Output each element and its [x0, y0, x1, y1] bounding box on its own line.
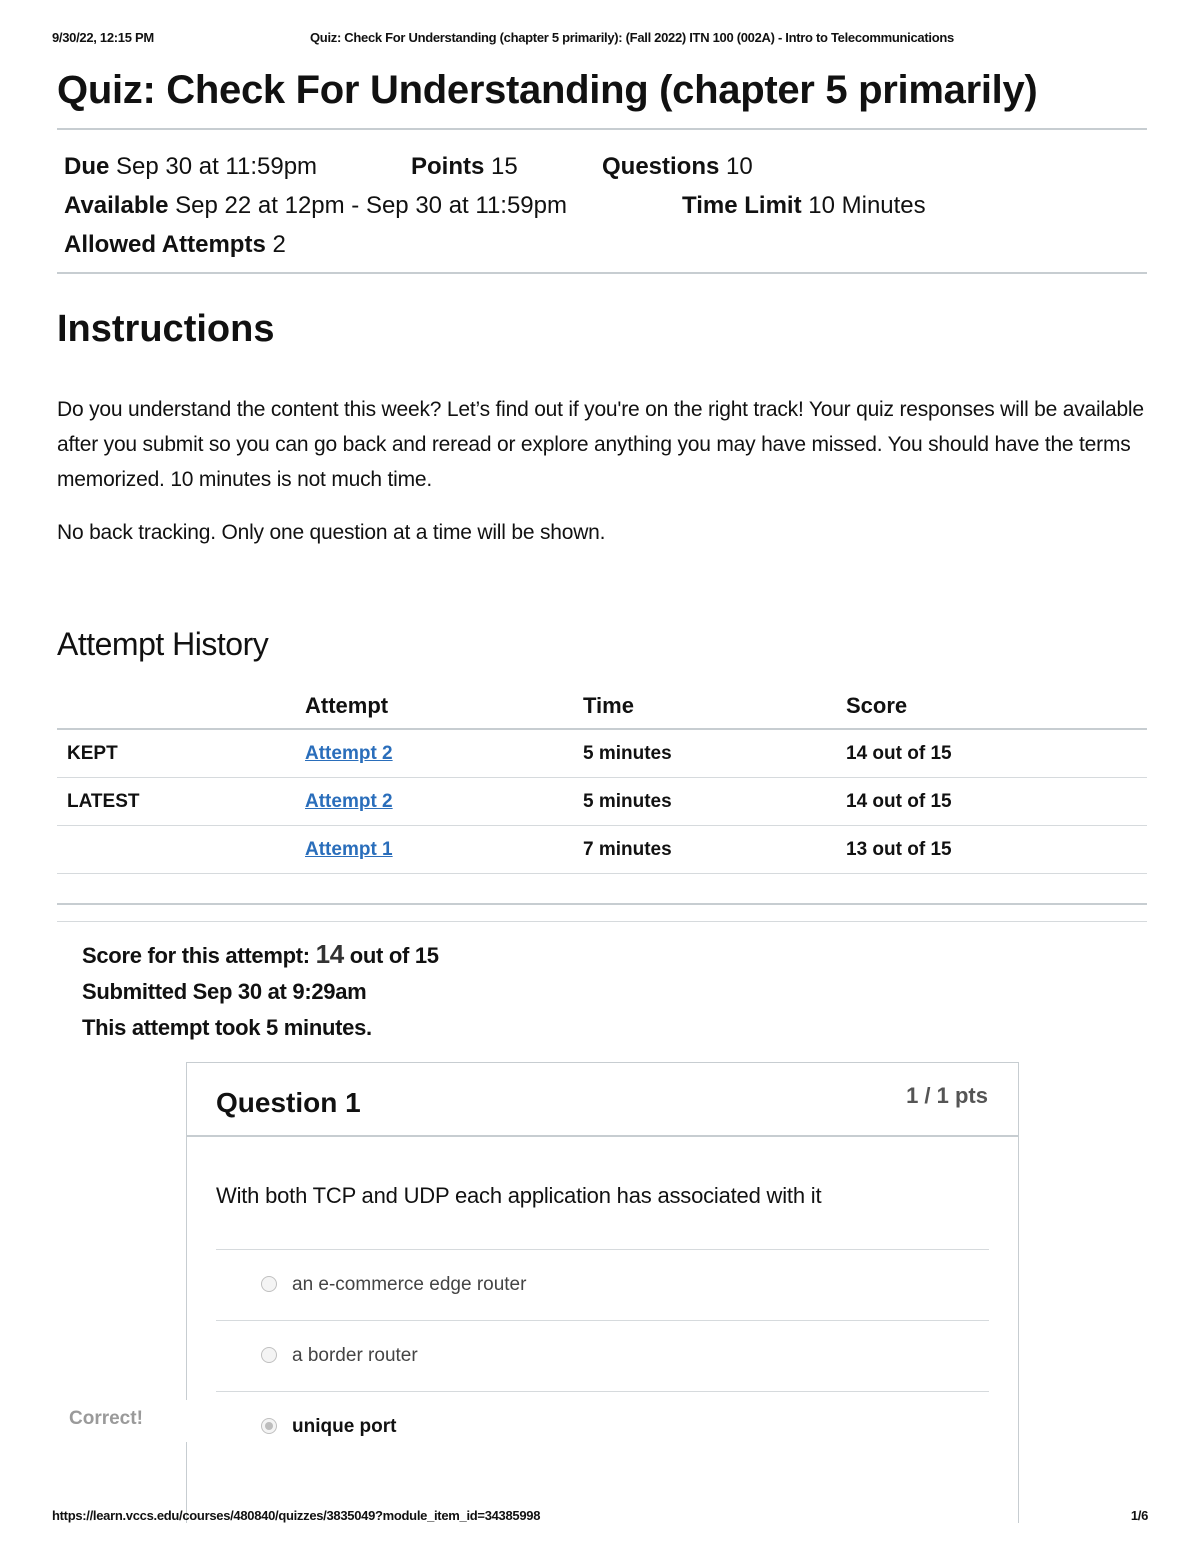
- instructions-body: [57, 392, 1147, 568]
- table-row: [57, 826, 1147, 874]
- available-label: Available: [64, 192, 169, 219]
- score-suffix: out of 15: [349, 943, 439, 968]
- divider: [57, 272, 1147, 274]
- answer-option[interactable]: [216, 1320, 989, 1391]
- instructions-paragraph: Do you understand the content this week? Let’s find out if you're on the right track! Your quiz responses will be available after you submit so you can go back and reread or explore anything you may have missed. You should have the terms memorized. 10 minutes is not much time.: [57, 398, 1144, 491]
- instructions-paragraph: No back tracking. Only one question at a time will be shown.: [57, 521, 606, 544]
- print-header: [52, 30, 1148, 50]
- questions-value: 10: [726, 153, 753, 180]
- points-label: Points: [411, 153, 485, 180]
- radio-button-selected[interactable]: [261, 1418, 277, 1434]
- attempt-time: 5 minutes: [583, 729, 846, 778]
- points-value: 15: [491, 153, 518, 180]
- page-title: Quiz: Check For Understanding (chapter 5 primarily): [57, 68, 1038, 112]
- column-header: Time: [583, 684, 846, 729]
- instructions-heading: Instructions: [57, 308, 275, 350]
- answer-label: unique port: [292, 1416, 397, 1437]
- question-title: Question 1: [216, 1087, 361, 1118]
- quiz-title-block: [57, 64, 1147, 116]
- available-value: Sep 22 at 12pm - Sep 30 at 11:59pm: [175, 192, 567, 219]
- attempt-link[interactable]: Attempt 2: [305, 742, 393, 764]
- attempt-history-table: [57, 684, 1147, 922]
- questions-label: Questions: [602, 153, 720, 180]
- attempt-link[interactable]: Attempt 2: [305, 790, 393, 812]
- divider: [57, 128, 1147, 130]
- attempt-score: 14 out of 15: [846, 729, 1147, 778]
- print-footer: [52, 1508, 1148, 1528]
- question-text: With both TCP and UDP each application has associated with it: [216, 1183, 822, 1208]
- print-page-title: Quiz: Check For Understanding (chapter 5 primarily): (Fall 2022) ITN 100 (002A) - Intro to Telecommunications: [310, 30, 954, 45]
- divider: [57, 903, 1147, 905]
- attempt-score: 14 out of 15: [846, 778, 1147, 826]
- correct-answer-tag: Correct!: [69, 1408, 143, 1429]
- column-header: [57, 684, 305, 729]
- attempt-status: KEPT: [57, 729, 305, 778]
- due-label: Due: [64, 153, 110, 180]
- attempt-time: 5 minutes: [583, 778, 846, 826]
- attempt-time: 7 minutes: [583, 826, 846, 874]
- attempt-history-heading: Attempt History: [57, 626, 269, 662]
- table-row: [57, 729, 1147, 778]
- radio-button[interactable]: [261, 1276, 277, 1292]
- submitted-text: Submitted Sep 30 at 9:29am: [82, 979, 367, 1004]
- score-value: 14: [315, 939, 344, 969]
- attempt-status: [57, 826, 305, 874]
- answer-label: a border router: [292, 1345, 418, 1366]
- question-card: [186, 1062, 1019, 1523]
- table-row: [57, 778, 1147, 826]
- attempt-link[interactable]: Attempt 1: [305, 838, 393, 860]
- table-header-row: [57, 684, 1147, 729]
- attempt-score-line: [82, 936, 439, 974]
- time-limit-label: Time Limit: [682, 192, 802, 219]
- answer-list: [216, 1249, 989, 1462]
- print-page-number: 1/6: [1130, 1508, 1148, 1523]
- answer-option-selected[interactable]: [216, 1391, 989, 1462]
- table-row: [57, 874, 1147, 922]
- answer-option[interactable]: [216, 1249, 989, 1320]
- attempt-status: LATEST: [57, 778, 305, 826]
- attempt-summary: [82, 936, 439, 1046]
- print-url: https://learn.vccs.edu/courses/480840/quizzes/3835049?module_item_id=34385998: [52, 1508, 541, 1523]
- allowed-attempts-value: 2: [272, 231, 286, 258]
- print-datetime: 9/30/22, 12:15 PM: [52, 30, 154, 45]
- time-limit-value: 10 Minutes: [808, 192, 926, 219]
- due-value: Sep 30 at 11:59pm: [116, 153, 318, 180]
- duration-text: This attempt took 5 minutes.: [82, 1015, 372, 1040]
- score-prefix: Score for this attempt:: [82, 943, 310, 968]
- column-header: Score: [846, 684, 1147, 729]
- radio-button[interactable]: [261, 1347, 277, 1363]
- correct-marker-gap: [180, 1400, 192, 1442]
- column-header: Attempt: [305, 684, 583, 729]
- allowed-attempts-label: Allowed Attempts: [64, 231, 266, 258]
- answer-label: an e-commerce edge router: [292, 1274, 527, 1295]
- question-points: 1 / 1 pts: [906, 1083, 988, 1108]
- question-header: [187, 1063, 1018, 1137]
- attempt-score: 13 out of 15: [846, 826, 1147, 874]
